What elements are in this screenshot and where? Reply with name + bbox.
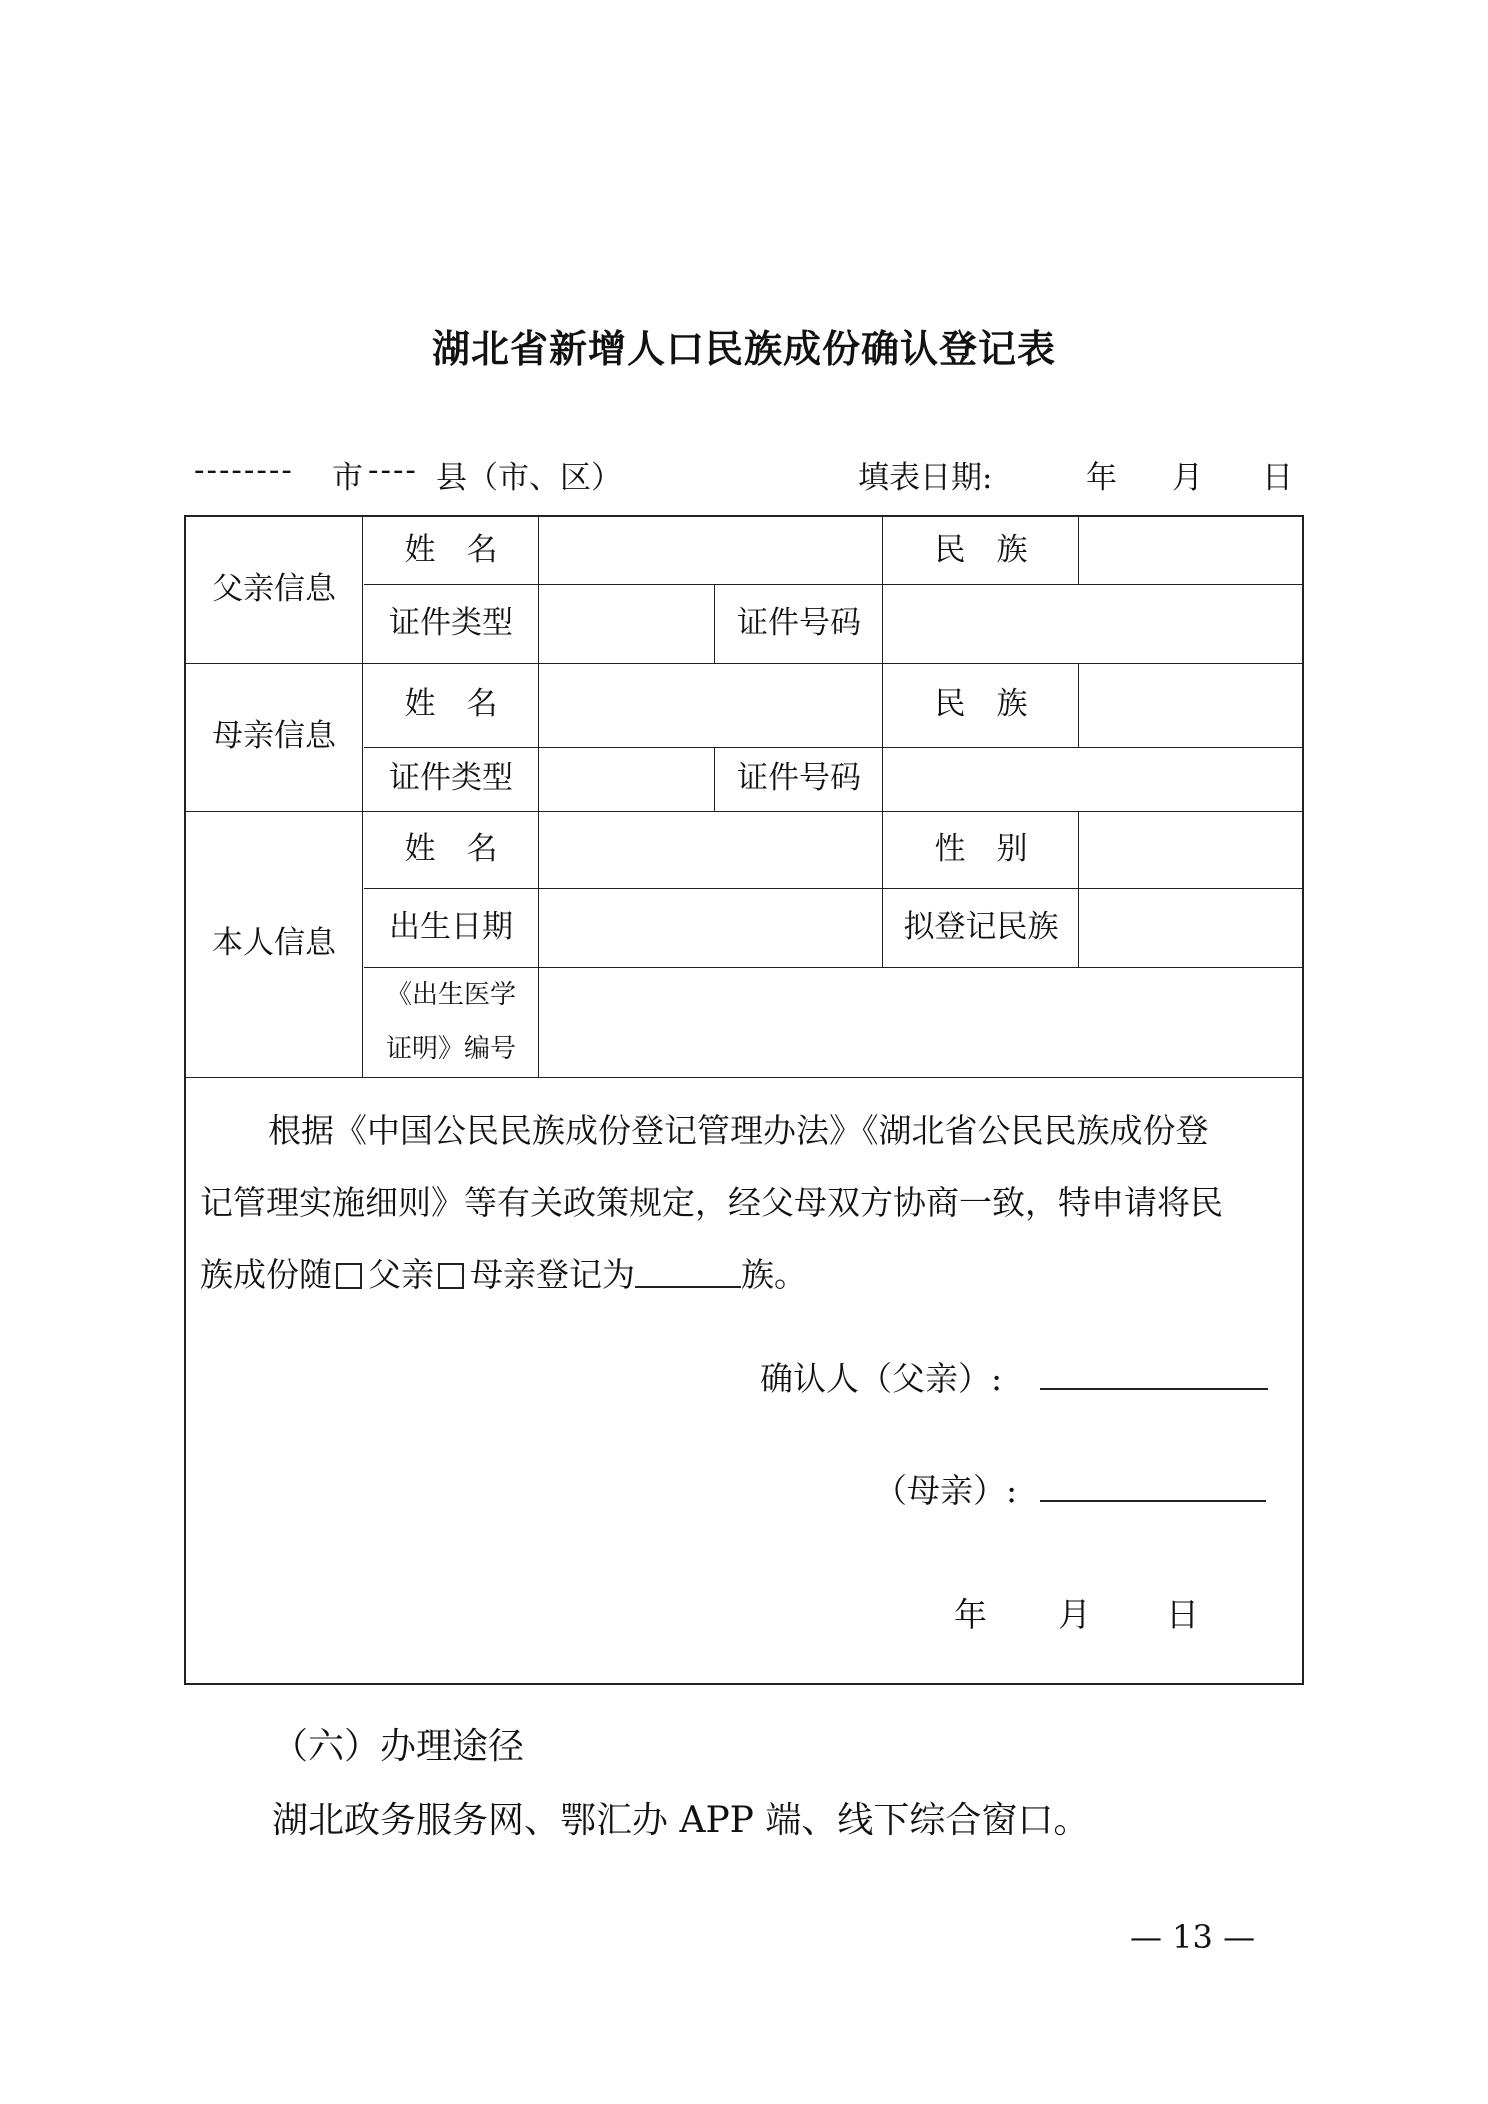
proposed-ethnicity-field[interactable] — [1080, 888, 1304, 967]
col-divider — [714, 747, 715, 811]
birth-cert-label-line2: 证明》编号 — [385, 1034, 516, 1064]
sign-date-month: 月 — [1058, 1595, 1091, 1634]
page-number: — 13 — — [1130, 1918, 1256, 1956]
mother-name-label: 姓 名 — [404, 686, 498, 723]
father-ethnicity-label: 民 族 — [934, 531, 1028, 568]
col-divider — [1078, 811, 1079, 967]
birth-cert-number-field[interactable] — [540, 967, 1304, 1077]
father-id-number-field[interactable] — [884, 584, 1304, 663]
self-birth-date-label: 出生日期 — [389, 908, 513, 945]
col-divider — [538, 517, 539, 1077]
county-label: 县（市、区） — [436, 460, 622, 496]
father-name-field[interactable] — [540, 517, 882, 584]
self-info-header: 本人信息 — [212, 925, 336, 962]
sign-date-day: 日 — [1166, 1595, 1199, 1634]
mother-name-field[interactable] — [540, 663, 882, 747]
section-body: 湖北政务服务网、鄂汇办 APP 端、线下综合窗口。 — [272, 1800, 1090, 1841]
mother-ethnicity-label: 民 族 — [934, 686, 1028, 723]
statement-suffix: 族。 — [741, 1255, 807, 1294]
father-id-type-field[interactable] — [540, 584, 714, 663]
father-name-label: 姓 名 — [404, 531, 498, 568]
father-option-label: 父亲 — [368, 1255, 434, 1294]
city-label: 市 — [332, 460, 363, 496]
sign-date-year: 年 — [954, 1595, 987, 1634]
mother-id-type-label: 证件类型 — [389, 760, 513, 797]
proposed-ethnicity-label: 拟登记民族 — [903, 908, 1059, 945]
self-name-field[interactable] — [540, 811, 882, 888]
birth-cert-number-label — [364, 967, 538, 1077]
birth-cert-label-line1: 《出生医学 — [385, 980, 516, 1010]
statement-line-3 — [200, 1239, 1290, 1311]
father-id-number-label: 证件号码 — [737, 604, 861, 641]
fill-date-month: 月 — [1172, 460, 1203, 496]
fill-date-label: 填表日期: — [858, 460, 993, 496]
mother-info-header: 母亲信息 — [212, 718, 336, 755]
city-blank: -------- — [194, 452, 294, 488]
self-name-label: 姓 名 — [404, 830, 498, 867]
statement-line-2: 记管理实施细则》等有关政策规定，经父母双方协商一致，特申请将民 — [200, 1183, 1223, 1222]
row-divider — [186, 1077, 1304, 1078]
county-blank: ---- — [368, 452, 418, 488]
col-divider — [1078, 663, 1079, 747]
register-as-label: 登记为 — [536, 1255, 635, 1294]
father-signature-line[interactable] — [1040, 1388, 1268, 1390]
mother-id-number-field[interactable] — [884, 747, 1304, 811]
registration-table — [184, 515, 1304, 1685]
section-heading: （六）办理途径 — [272, 1726, 525, 1767]
father-id-type-label: 证件类型 — [389, 604, 513, 641]
mother-option-label: 母亲 — [470, 1255, 536, 1294]
self-gender-field[interactable] — [1080, 811, 1304, 888]
father-checkbox[interactable] — [336, 1263, 362, 1289]
father-ethnicity-field[interactable] — [1080, 517, 1304, 584]
fill-date-year: 年 — [1086, 460, 1117, 496]
mother-ethnicity-field[interactable] — [1080, 663, 1304, 747]
ethnicity-blank[interactable] — [635, 1258, 741, 1288]
father-signature-label: 确认人（父亲）: — [760, 1359, 1003, 1398]
self-birth-date-field[interactable] — [540, 888, 882, 967]
mother-id-number-label: 证件号码 — [737, 760, 861, 797]
form-title: 湖北省新增人口民族成份确认登记表 — [431, 327, 1056, 371]
statement-line-1: 根据《中国公民民族成份登记管理办法》《湖北省公民民族成份登 — [268, 1111, 1209, 1150]
father-info-header: 父亲信息 — [212, 571, 336, 608]
statement-prefix: 族成份随 — [200, 1255, 332, 1294]
fill-date-day: 日 — [1262, 460, 1293, 496]
col-divider — [362, 517, 363, 1077]
mother-signature-line[interactable] — [1040, 1500, 1266, 1502]
col-divider — [1078, 517, 1079, 584]
mother-checkbox[interactable] — [438, 1263, 464, 1289]
mother-id-type-field[interactable] — [540, 747, 714, 811]
mother-signature-label: （母亲）: — [874, 1471, 1018, 1510]
col-divider — [882, 517, 883, 967]
col-divider — [714, 584, 715, 663]
self-gender-label: 性 别 — [934, 830, 1028, 867]
